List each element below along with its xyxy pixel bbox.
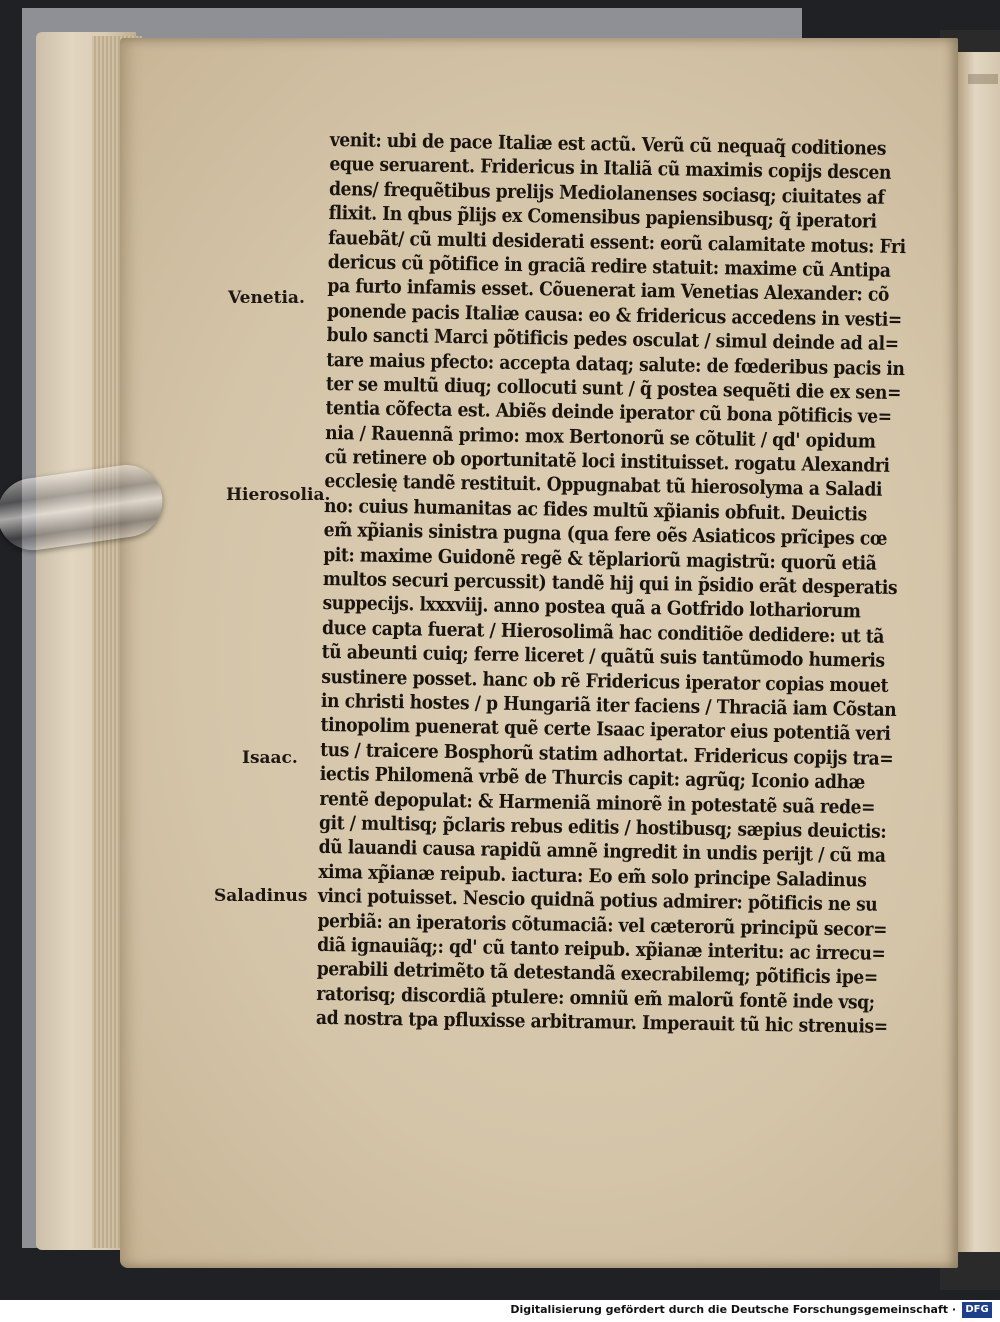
text-line: ad nostra tpa pfluxisse arbitramur. Imperauit tũ hic strenuis= [315,1006,888,1038]
text-line: tus / traicere Bosphorũ statim adhortat. Fridericus copijs tra= [320,738,894,770]
text-line: multos securi percussit) tandẽ hij qui in p̃sidio erãt desperatis [322,567,898,599]
text-line: xima xp̃ianæ reipub. iactura: Eo em̃ solo principe Saladinus [318,860,867,892]
text-line: suppecijs. lxxxviij. anno postea quã a Gotfrido lothariorum [322,592,861,623]
text-line: flixit. In qbus p̃lijs ex Comensibus papiensibusq; q̃ iperatori [328,202,877,233]
text-line: bulo sancti Marci põtificis pedes osculat / simul deinde ad al= [326,324,899,356]
text-line: diã ignauiãq;: qd' cũ tanto reipub. xp̃ianæ interitu: ac irrecu= [316,933,886,965]
marginal-note-venetia: Venetia. [228,288,305,308]
text-line: perbiã: an iperatoris cõtumaciã: vel cæterorũ principũ secor= [317,909,888,941]
text-line: iectis Philomenã vrbẽ de Thurcis capit: agrũq; Iconio adhæ [319,763,866,794]
text-line: tentia cõfecta est. Abiẽs deinde iperator cũ bona põtificis ve= [325,397,892,429]
text-line: git / multisq; p̃claris rebus editis / hostibusq; sæpius deuictis: [318,811,887,843]
text-line: ecclesię tandẽ restituit. Oppugnabat tũ hierosolyma a Saladi [324,470,883,502]
text-line: perabili detrimẽto tã detestandã execrabilemq; põtificis ipe= [316,958,878,989]
text-line: venit: ubi de pace Italiæ est actũ. Verũ cũ nequaq̃ coditiones [329,128,887,160]
marginal-note-isaac: Isaac. [242,748,298,768]
marginal-note-saladinus: Saladinus [214,886,308,906]
text-line: pit: maxime Guidonẽ regẽ & tẽplariorũ magistrũ: quorũ etiã [323,543,877,575]
text-line: ter se multũ diuq; collocuti sunt / q̃ postea sequẽti die ex sen= [325,372,902,404]
text-line: fauebãt/ cũ multi desiderati essent: eorũ calamitate motus: Fri [328,226,906,258]
text-line: eque seruarent. Fridericus in Italiã cũ maximis copijs descen [329,153,892,185]
text-line: dens/ frequẽtibus prelijs Mediolanenses sociasq; ciuitates af [328,177,885,209]
text-line: dũ lauandi causa rapidũ amnẽ ingredit in undis perijt / cũ ma [318,836,886,868]
text-line: dericus cũ põtifice in graciã redire statuit: maxime cũ Antipa [327,250,891,282]
text-line: tinopolim puenerat quẽ certe Isaac iperator eius potentiã veri [320,714,891,746]
marginal-note-hierosolia: Hierosolia. [226,485,331,505]
funding-credit: Digitalisierung gefördert durch die Deutsche Forschungsgemeinschaft · [510,1303,956,1316]
text-line: duce capta fuerat / Hierosolimã hac conditiõe dedidere: ut tã [321,616,885,648]
footer-bar [0,1300,1000,1322]
text-line: em̃ xp̃ianis sinistra pugna (qua fere oẽs Asiaticos prĩcipes cœ [323,519,888,551]
text-line: tũ abeunti cuiq; ferre liceret / quãtũ suis tantũmodo humeris [321,641,885,672]
text-line: no: cuius humanitas ac fides multũ xp̃ianis obfuit. Deuictis [323,494,868,526]
text-line: cũ retinere ob oportunitatẽ loci instituisset. rogatu Alexandri [324,446,890,477]
text-line: tare maius pfecto: accepta dataq; salute: de fœderibus pacis in [326,348,905,380]
facing-page-edge [958,52,1000,1252]
facing-page-mark [968,74,998,84]
text-line: vinci potuisset. Nescio quidnã potius admirer: põtificis ne su [317,885,878,916]
text-line: ratorisq; discordiã ptulere: omniũ em̃ malorũ fontẽ inde vsq; [316,982,875,1014]
text-line: sustinere posset. hanc ob rẽ Fridericus iperator copias mouet [321,665,889,697]
text-line: pa furto infamis esset. Cõuenerat iam Venetias Alexander: cõ [327,275,890,307]
dfg-logo: DFG [962,1302,992,1318]
text-line: ponende pacis Italiæ causa: eo & fridericus accedens in vesti= [326,299,902,331]
body-text [315,128,906,1039]
text-line: rentẽ depopulat: & Harmeniã minorẽ in potestatẽ suã rede= [319,787,876,819]
text-line: nia / Rauennã primo: mox Bertonorũ se cõtulit / qd' opidum [325,421,876,453]
text-line: in christi hostes / p Hungariã iter faciens / Thraciã iam Cõstan [320,689,897,721]
